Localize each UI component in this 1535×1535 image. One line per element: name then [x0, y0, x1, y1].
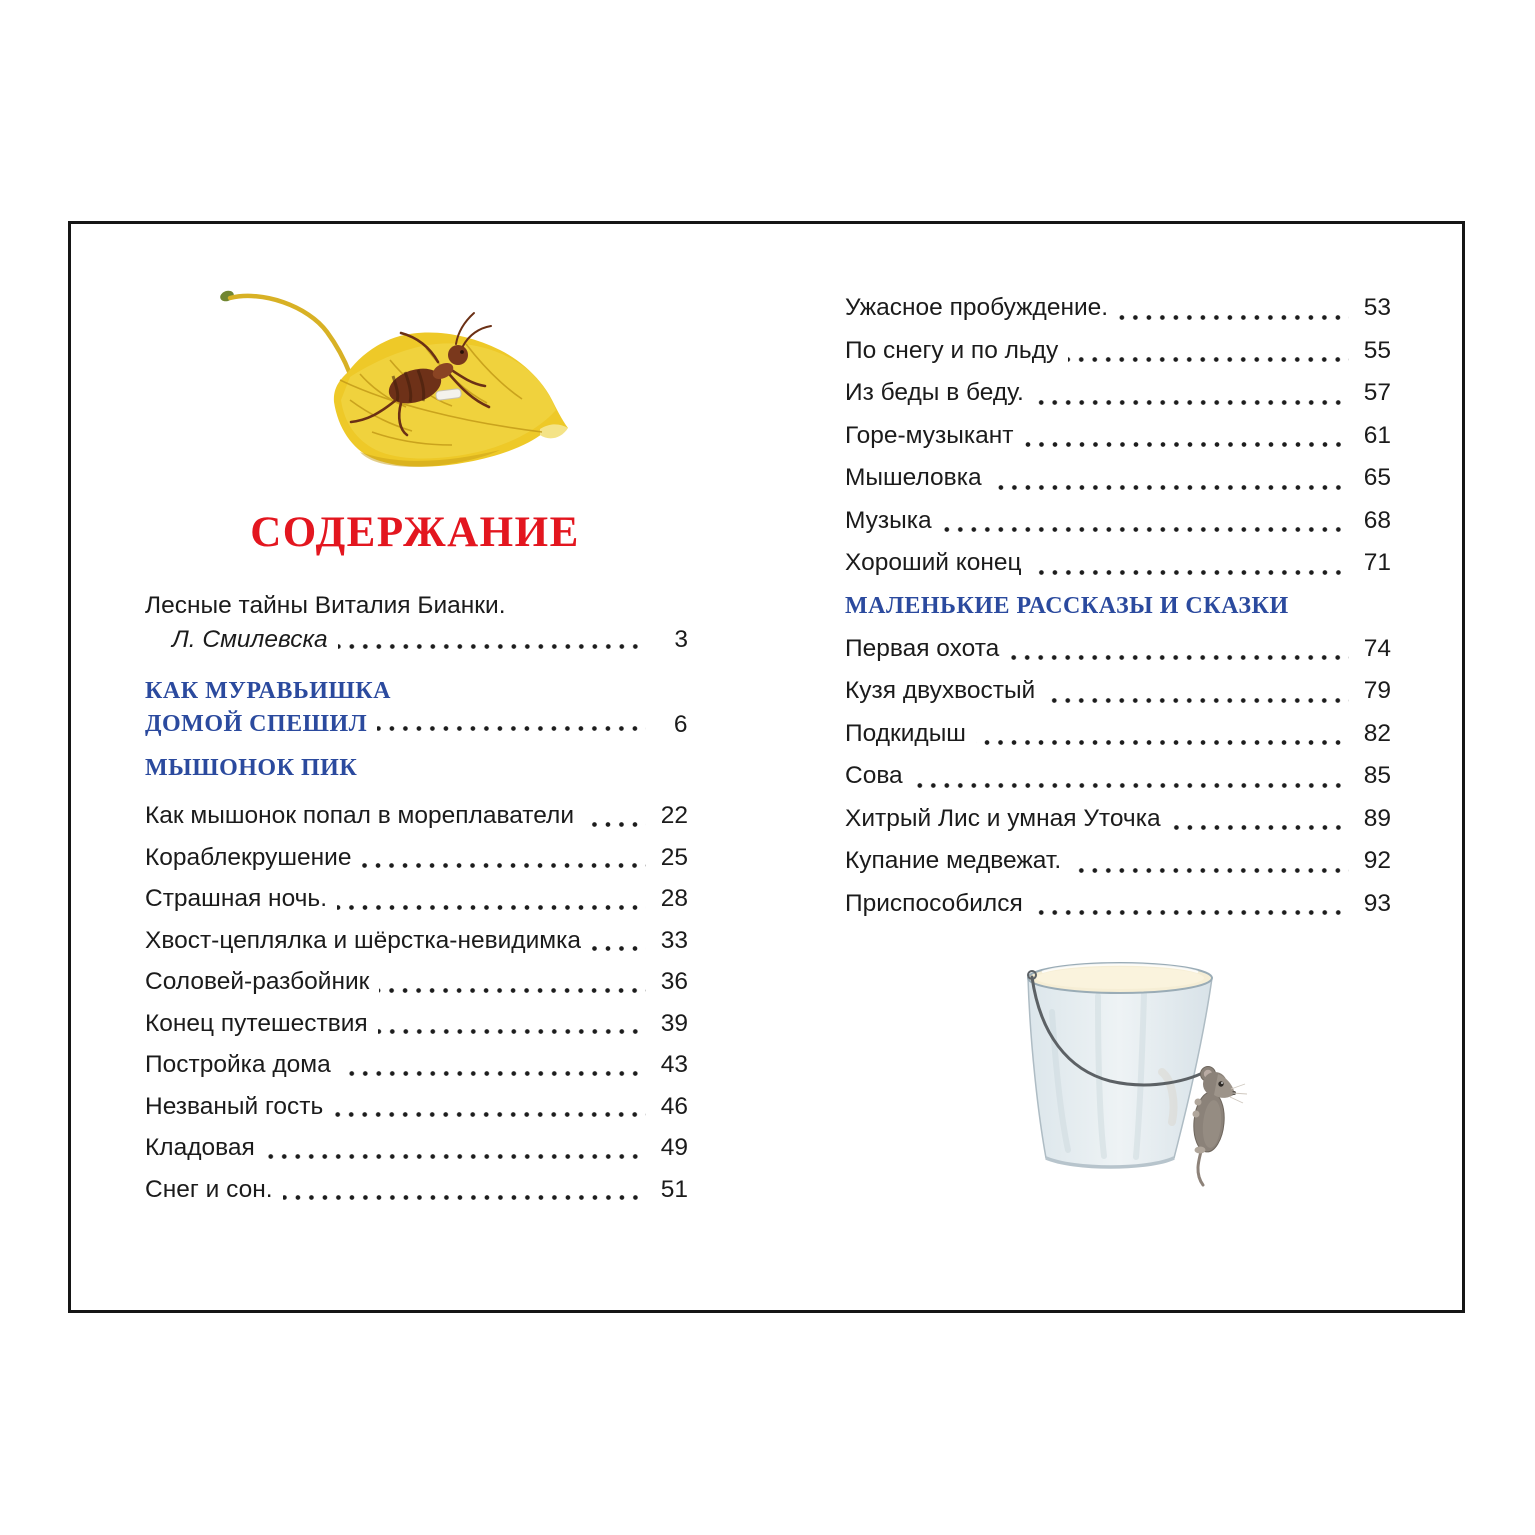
page-number: 36	[660, 968, 688, 995]
toc-entry	[145, 708, 688, 741]
toc-entry	[845, 415, 1391, 458]
page-number: 25	[660, 843, 688, 871]
toc-entry-label: Как мышонок попал в мореплаватели	[145, 802, 575, 829]
toc-entry	[145, 1044, 688, 1086]
toc-entry	[145, 878, 688, 920]
toc-entry	[845, 798, 1391, 841]
toc-entry-label: Сова	[845, 762, 903, 789]
toc-entry-list	[145, 795, 688, 1210]
dot-leader	[1068, 357, 1349, 362]
dot-leader	[1034, 400, 1349, 405]
dot-leader	[379, 988, 646, 993]
toc-entry-label: Приспособился	[845, 889, 1023, 917]
page-number: 61	[1363, 421, 1391, 449]
toc-entry-label: Кладовая	[145, 1134, 255, 1161]
page-number: 85	[1363, 762, 1391, 789]
toc-entry-list	[845, 287, 1391, 585]
page-number: 82	[1363, 719, 1391, 747]
toc-heading-line: КАК МУРАВЬИШКА	[145, 678, 391, 704]
toc-entry-label: Снег и сон.	[145, 1175, 273, 1203]
dot-leader	[1071, 868, 1349, 873]
toc-entry-label: Купание медвежат.	[845, 847, 1062, 874]
toc-section-heading: МАЛЕНЬКИЕ РАССКАЗЫ И СКАЗКИ	[845, 592, 1289, 619]
mouse	[1191, 1067, 1247, 1186]
toc-left-column	[145, 589, 688, 1210]
page-number: 93	[1363, 889, 1391, 917]
toc-entry-label: Первая охота	[845, 634, 1000, 662]
toc-entry-label: Музыка	[845, 506, 932, 534]
toc-entry-label: Ужасное пробуждение.	[845, 294, 1109, 321]
dot-leader	[584, 822, 646, 827]
toc-intro-entry	[145, 589, 688, 657]
toc-entry	[145, 837, 688, 879]
bucket-with-mouse-illustration	[1012, 952, 1272, 1197]
toc-entry-label: Постройка дома	[145, 1051, 331, 1078]
toc-entry-label: Из беды в беду.	[845, 379, 1024, 406]
dot-leader	[591, 946, 646, 951]
dot-leader	[377, 726, 646, 731]
toc-entry	[845, 372, 1391, 415]
toc-entry-label: Незваный гость	[145, 1092, 324, 1120]
page-number: 6	[673, 711, 688, 738]
page-number: 65	[1363, 464, 1391, 491]
toc-entry-label: Мышеловка	[845, 464, 982, 491]
page-title: СОДЕРЖАНИЕ	[250, 509, 580, 556]
dot-leader	[992, 485, 1349, 490]
toc-entry-label: Хитрый Лис и умная Уточка	[845, 804, 1161, 832]
toc-entry-label: Страшная ночь.	[145, 885, 328, 912]
toc-entry-label: Кораблекрушение	[145, 843, 352, 871]
toc-entry	[145, 795, 688, 837]
toc-entry-label: Горе-музыкант	[845, 421, 1014, 449]
dot-leader	[1024, 442, 1349, 447]
dot-leader	[378, 1029, 646, 1034]
page-number: 33	[660, 926, 688, 954]
page-number: 57	[1363, 379, 1391, 406]
toc-entry	[145, 920, 688, 962]
toc-entry	[845, 755, 1391, 798]
page-number: 71	[1363, 549, 1391, 576]
page-number: 79	[1363, 677, 1391, 704]
page-number: 51	[660, 1175, 688, 1203]
dot-leader	[361, 863, 646, 868]
dot-leader	[337, 905, 646, 910]
toc-entry	[145, 1003, 688, 1045]
toc-entry	[145, 961, 688, 1003]
dot-leader	[1045, 698, 1349, 703]
dot-leader	[1032, 570, 1349, 575]
page-number: 89	[1363, 804, 1391, 832]
toc-entry	[145, 1127, 688, 1169]
dot-leader	[976, 740, 1349, 745]
page-number: 53	[1363, 294, 1391, 321]
toc-heading-line: ДОМОЙ СПЕШИЛ	[145, 711, 368, 737]
dot-leader	[1009, 655, 1349, 660]
toc-section-heading: МЫШОНОК ПИК	[145, 755, 358, 781]
page-number: 68	[1363, 506, 1391, 534]
toc-entry-label: Хвост-цеплялка и шёрстка-невидимка	[145, 926, 582, 954]
dot-leader	[338, 644, 646, 649]
toc-entry-label: По снегу и по льду	[845, 336, 1059, 364]
toc-section-heading	[145, 675, 688, 741]
toc-entry	[845, 628, 1391, 671]
bucket	[1028, 963, 1212, 1167]
page-number: 43	[660, 1051, 688, 1078]
toc-entry-list	[845, 628, 1391, 926]
contents-page-border	[68, 221, 1465, 1313]
page-number: 92	[1363, 847, 1391, 874]
toc-entry	[145, 1169, 688, 1211]
toc-entry-label: Подкидыш	[845, 719, 966, 747]
page-number: 55	[1363, 336, 1391, 364]
dot-leader	[265, 1154, 646, 1159]
page-number: 28	[660, 885, 688, 912]
toc-entry	[845, 713, 1391, 756]
page-number: 3	[674, 626, 688, 653]
page-number: 22	[660, 802, 688, 829]
dot-leader	[1118, 315, 1349, 320]
dot-leader	[913, 783, 1349, 788]
page-number: 46	[660, 1092, 688, 1120]
toc-entry	[845, 330, 1391, 373]
toc-entry	[845, 542, 1391, 585]
toc-entry	[845, 500, 1391, 543]
toc-entry-label: Соловей-разбойник	[145, 968, 370, 995]
toc-entry-label: Хороший конец	[845, 549, 1022, 576]
toc-entry	[845, 883, 1391, 926]
leaf-with-ant-illustration	[200, 282, 570, 478]
toc-entry	[845, 287, 1391, 330]
toc-entry-label: Лесные тайны Виталия Бианки.	[145, 592, 506, 619]
toc-entry	[145, 623, 688, 657]
dot-leader	[333, 1112, 646, 1117]
dot-leader	[283, 1195, 646, 1200]
toc-entry	[145, 1086, 688, 1128]
dot-leader	[942, 527, 1349, 532]
page-number: 39	[660, 1009, 688, 1037]
dot-leader	[1171, 825, 1349, 830]
dot-leader	[341, 1071, 646, 1076]
toc-right-column	[845, 287, 1391, 925]
toc-entry	[845, 840, 1391, 883]
toc-entry-label: Кузя двухвостый	[845, 677, 1036, 704]
page-number: 74	[1363, 634, 1391, 662]
toc-entry-author: Л. Смилевска	[172, 626, 328, 653]
toc-entry	[845, 670, 1391, 713]
toc-entry	[845, 457, 1391, 500]
dot-leader	[1033, 910, 1349, 915]
page-number: 49	[660, 1134, 688, 1161]
toc-entry-label: Конец путешествия	[145, 1009, 368, 1037]
